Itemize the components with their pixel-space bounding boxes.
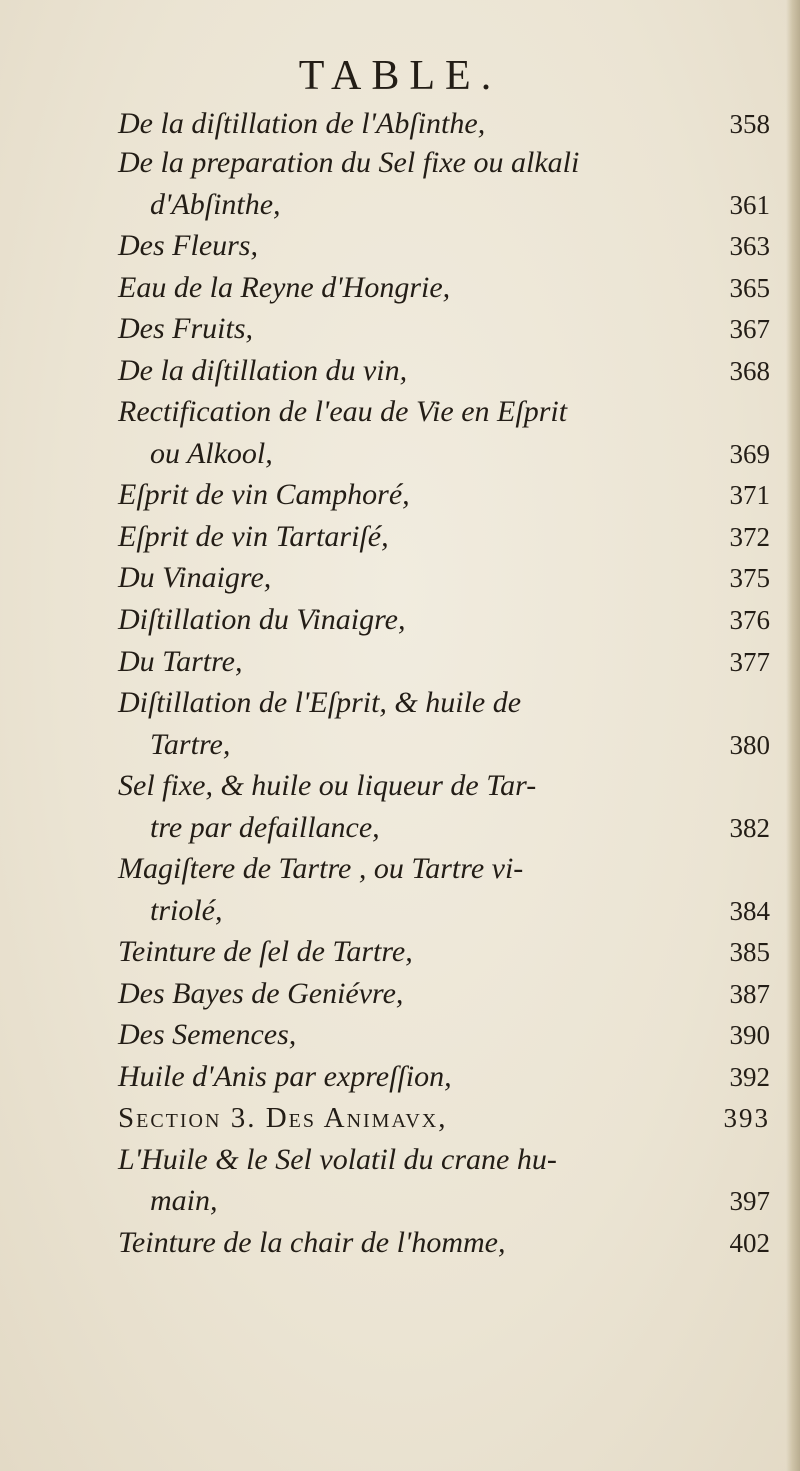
page-number: 385 (729, 937, 770, 967)
page-number: 371 (729, 480, 770, 510)
entry-text: L'Huile & le Sel volatil du crane hu- (118, 1143, 557, 1176)
toc-entry (118, 766, 770, 806)
entry-text: ou Alkool, (150, 437, 273, 470)
section-heading (118, 1098, 770, 1138)
page-number: 393 (723, 1103, 770, 1133)
page-number: 387 (729, 979, 770, 1009)
page-number: 369 (729, 439, 770, 469)
entry-text: Du Vinaigre, (118, 561, 272, 594)
page-number: 390 (729, 1020, 770, 1050)
toc-entry (118, 475, 770, 515)
toc-entry (118, 558, 770, 598)
entry-text: Sel fixe, & huile ou liqueur de Tar- (118, 769, 537, 802)
entry-text: Huile d'Anis par expreſſion, (118, 1060, 452, 1093)
toc-entry (118, 974, 770, 1014)
entry-text: Section 3. Des Animavx, (118, 1102, 448, 1134)
entry-text: Eſprit de vin Tartariſé, (118, 520, 389, 553)
entry-text: Des Bayes de Geniévre, (118, 977, 404, 1010)
page-number: 377 (729, 647, 770, 677)
entry-text: Teinture de ſel de Tartre, (118, 935, 413, 968)
entry-text: De la preparation du Sel fixe ou alkali (118, 146, 580, 179)
page-number: 372 (729, 522, 770, 552)
page-number: 382 (729, 813, 770, 843)
entry-text: Magiſtere de Tartre , ou Tartre vi- (118, 852, 524, 885)
page-number: 402 (729, 1228, 770, 1258)
page-number: 384 (729, 896, 770, 926)
entry-text: Des Fleurs, (118, 229, 258, 262)
page-number: 380 (729, 730, 770, 760)
toc-entry (118, 392, 770, 432)
toc-entry (118, 1057, 770, 1097)
entry-text: Rectification de l'eau de Vie en Eſprit (118, 395, 568, 428)
entry-text: De la diſtillation de l'Abſinthe, (118, 107, 486, 140)
toc-entry (118, 268, 770, 308)
page-number: 363 (729, 231, 770, 261)
toc-entry (118, 849, 770, 889)
page-number: 365 (729, 273, 770, 303)
toc-entry (118, 1015, 770, 1055)
toc-entry-continuation (150, 185, 770, 225)
entry-text: Des Fruits, (118, 312, 253, 345)
toc-entry-continuation (150, 1181, 770, 1221)
page-title: TABLE. (298, 53, 502, 99)
entry-text: Diſtillation du Vinaigre, (118, 603, 406, 636)
page-number: 368 (729, 356, 770, 386)
toc-entry (118, 683, 770, 723)
page-number: 358 (729, 109, 770, 139)
page-edge (786, 0, 800, 1471)
toc-entry (118, 104, 770, 144)
toc-entry-continuation (150, 434, 770, 474)
toc-entry (118, 309, 770, 349)
entry-text: Du Tartre, (118, 645, 243, 678)
toc-entry-continuation (150, 808, 770, 848)
entry-text: Teinture de la chair de l'homme, (118, 1226, 506, 1259)
page-number: 392 (729, 1062, 770, 1092)
entry-text: triolé, (150, 894, 223, 927)
entry-text: d'Abſinthe, (150, 188, 281, 221)
page-number: 397 (729, 1186, 770, 1216)
entry-text: Eau de la Reyne d'Hongrie, (118, 271, 451, 304)
page-number: 367 (729, 314, 770, 344)
entry-text: Tartre, (150, 728, 231, 761)
entry-text: Diſtillation de l'Eſprit, & huile de (118, 686, 522, 719)
toc-entry (118, 1140, 770, 1180)
toc-entry (118, 642, 770, 682)
entry-text: Eſprit de vin Camphoré, (118, 478, 410, 511)
toc-entry (118, 517, 770, 557)
toc-entry (118, 600, 770, 640)
toc-entry (118, 143, 770, 183)
page-number: 361 (729, 190, 770, 220)
toc-entry (118, 226, 770, 266)
toc-entry (118, 932, 770, 972)
page-number: 376 (729, 605, 770, 635)
page-number: 375 (729, 563, 770, 593)
toc-entry (118, 351, 770, 391)
toc-entry-continuation (150, 891, 770, 931)
entry-text: tre par defaillance, (150, 811, 380, 844)
entry-text: main, (150, 1184, 218, 1217)
toc-entry (118, 1223, 770, 1263)
entry-text: De la diſtillation du vin, (118, 354, 408, 387)
toc-entry-continuation (150, 725, 770, 765)
entry-text: Des Semences, (118, 1018, 297, 1051)
